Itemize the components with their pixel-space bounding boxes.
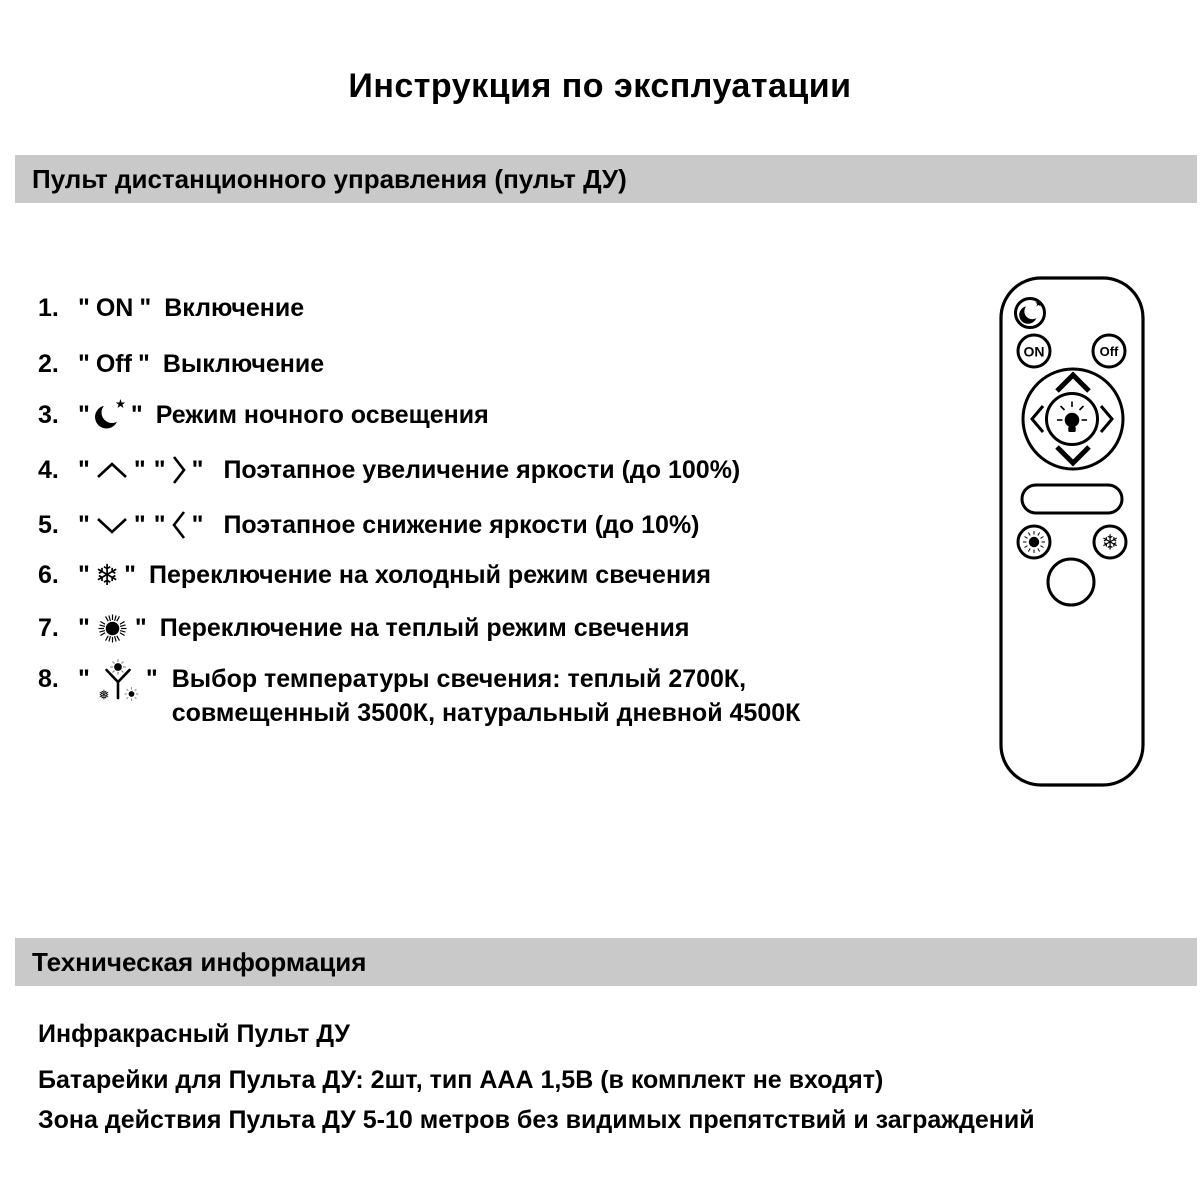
remote-night-button <box>1016 299 1045 328</box>
page-title: Инструкция по эксплуатации <box>348 67 852 105</box>
quote-mark: " <box>78 510 90 539</box>
list-item-on <box>38 287 304 329</box>
item-text-line1: Выбор температуры свечения: теплый 2700К, <box>171 665 747 693</box>
quote-mark: " <box>78 293 90 322</box>
item-number: 4. <box>38 455 59 484</box>
quote-mark: " <box>78 400 90 429</box>
remote-bottom-button <box>1048 559 1094 605</box>
list-item-cold-mode <box>38 554 711 596</box>
off-button-label: Off <box>95 349 132 378</box>
temp-select-icon <box>94 658 142 704</box>
item-text: Выключение <box>162 349 325 378</box>
remote-pill-button <box>1022 485 1122 513</box>
remote-cold-button <box>1094 526 1126 558</box>
section-header-tech-label: Техническая информация <box>32 946 367 977</box>
dpad-up-arrow <box>1057 375 1089 391</box>
item-number: 6. <box>38 560 59 589</box>
quote-mark: " <box>191 510 204 539</box>
remote-control-diagram <box>995 270 1150 795</box>
list-item-brightness-up <box>38 449 740 491</box>
chevron-left-icon <box>170 508 188 542</box>
light-bulb-icon <box>1057 402 1087 433</box>
quote-mark: " <box>78 560 90 589</box>
quote-mark: " <box>130 400 143 429</box>
item-text: Режим ночного освещения <box>155 400 489 429</box>
item-number: 3. <box>38 400 59 429</box>
remote-warm-button <box>1018 526 1050 558</box>
item-text: Включение <box>164 293 305 322</box>
section-header-remote <box>15 155 1197 203</box>
list-item-temp-select <box>38 658 800 730</box>
chevron-down-icon <box>94 514 130 536</box>
remote-dpad <box>1023 369 1123 469</box>
quote-mark: " <box>133 510 146 539</box>
quote-mark: " <box>78 349 90 378</box>
remote-on-button <box>1018 335 1050 367</box>
dpad-left-arrow <box>1032 406 1043 432</box>
on-button-label: ON <box>95 293 134 322</box>
item-number: 8. <box>38 665 59 693</box>
item-text: Переключение на холодный режим свечения <box>149 560 711 589</box>
list-item-night-mode <box>38 394 489 436</box>
moon-icon <box>1019 300 1042 324</box>
section-header-tech <box>15 938 1197 986</box>
quote-mark: " <box>124 560 137 589</box>
item-number: 5. <box>38 510 59 539</box>
small-snowflake-glyph: ❅ <box>98 687 110 704</box>
remote-off-label: Off <box>1099 344 1119 359</box>
moon-icon <box>94 397 127 433</box>
quote-mark: " <box>153 510 166 539</box>
quote-mark: " <box>145 665 158 693</box>
dpad-down-arrow <box>1057 447 1089 463</box>
quote-mark: " <box>139 293 152 322</box>
chevron-right-icon <box>170 453 188 487</box>
quote-mark: " <box>153 455 166 484</box>
list-item-warm-mode <box>38 607 689 649</box>
quote-mark: " <box>134 613 147 642</box>
snowflake-icon: ❄ <box>1101 530 1119 555</box>
item-text-line2: совмещенный 3500К, натуральный дневной 4500К <box>171 699 801 727</box>
quote-mark: " <box>78 665 90 693</box>
warm-sun-icon <box>94 610 131 647</box>
list-item-brightness-down <box>38 504 700 546</box>
item-number: 7. <box>38 613 59 642</box>
item-text: Переключение на теплый режим свечения <box>159 613 690 642</box>
item-text-block <box>172 662 801 730</box>
quote-mark: " <box>133 455 146 484</box>
tech-info-line: Зона действия Пульта ДУ 5-10 метров без видимых препятствий и заграждений <box>38 1106 1035 1134</box>
section-header-remote-label: Пульт дистанционного управления (пульт ДУ) <box>32 163 627 194</box>
remote-off-button <box>1093 335 1125 367</box>
quote-mark: " <box>78 455 90 484</box>
snowflake-icon: ❄ <box>94 557 120 592</box>
quote-mark: " <box>78 613 90 642</box>
item-text: Поэтапное увеличение яркости (до 100%) <box>223 455 741 484</box>
item-text: Поэтапное снижение яркости (до 10%) <box>223 510 700 539</box>
item-number: 2. <box>38 349 59 378</box>
dpad-right-arrow <box>1101 406 1112 432</box>
tech-info-line: Батарейки для Пульта ДУ: 2шт, тип ААА 1,5В (в комплект не входят) <box>38 1066 884 1094</box>
item-number: 1. <box>38 293 59 322</box>
tech-info-line: Инфракрасный Пульт ДУ <box>38 1020 350 1048</box>
chevron-up-icon <box>94 459 130 481</box>
list-item-off <box>38 343 324 385</box>
quote-mark: " <box>137 349 150 378</box>
remote-on-label: ON <box>1023 343 1045 360</box>
quote-mark: " <box>191 455 204 484</box>
